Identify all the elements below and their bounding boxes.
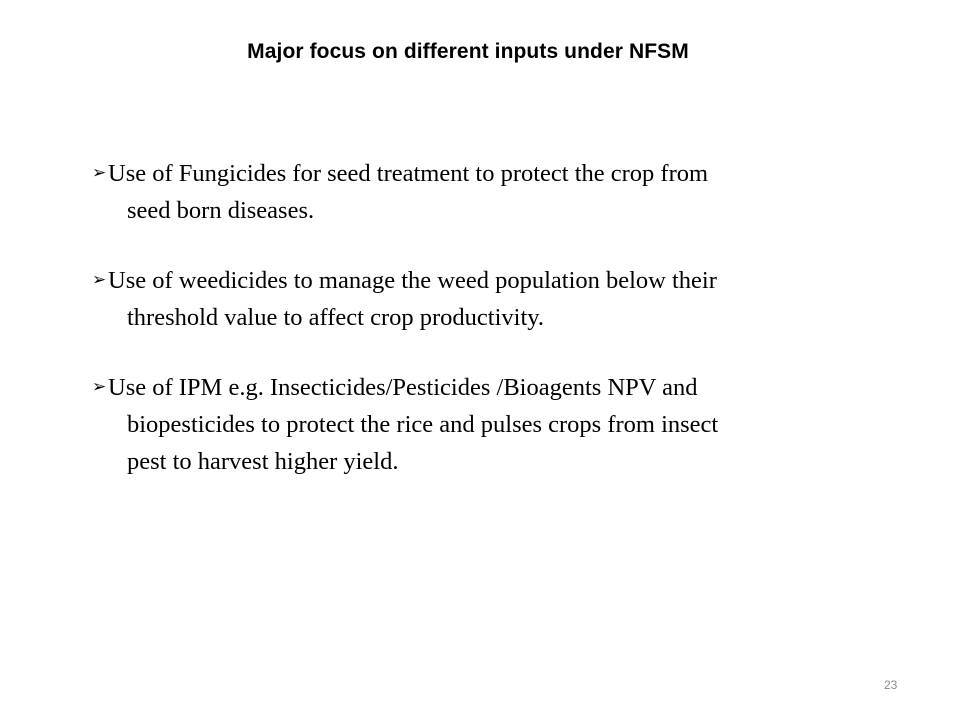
slide-title: Major focus on different inputs under NFSM — [247, 40, 689, 63]
arrow-bullet-icon: ➢ — [92, 270, 107, 290]
bullet-text-line: seed born diseases. — [127, 197, 315, 224]
bullet-text-line: Use of IPM e.g. Insecticides/Pesticides /Bioagents NPV and — [108, 374, 698, 401]
bullet-text-line: threshold value to affect crop productivity. — [127, 304, 545, 331]
arrow-bullet-icon: ➢ — [92, 377, 107, 397]
page-number: 23 — [884, 678, 898, 692]
bullet-item-weedicides — [92, 262, 892, 336]
bullet-item-ipm — [92, 369, 892, 480]
arrow-bullet-icon: ➢ — [92, 163, 107, 183]
bullet-text-line: pest to harvest higher yield. — [127, 448, 399, 475]
bullet-list — [92, 155, 892, 513]
bullet-text-line: biopesticides to protect the rice and pulses crops from insect — [127, 411, 719, 438]
bullet-item-fungicides — [92, 155, 892, 229]
bullet-text-line: Use of weedicides to manage the weed population below their — [108, 267, 717, 294]
bullet-text-line: Use of Fungicides for seed treatment to protect the crop from — [108, 160, 709, 187]
